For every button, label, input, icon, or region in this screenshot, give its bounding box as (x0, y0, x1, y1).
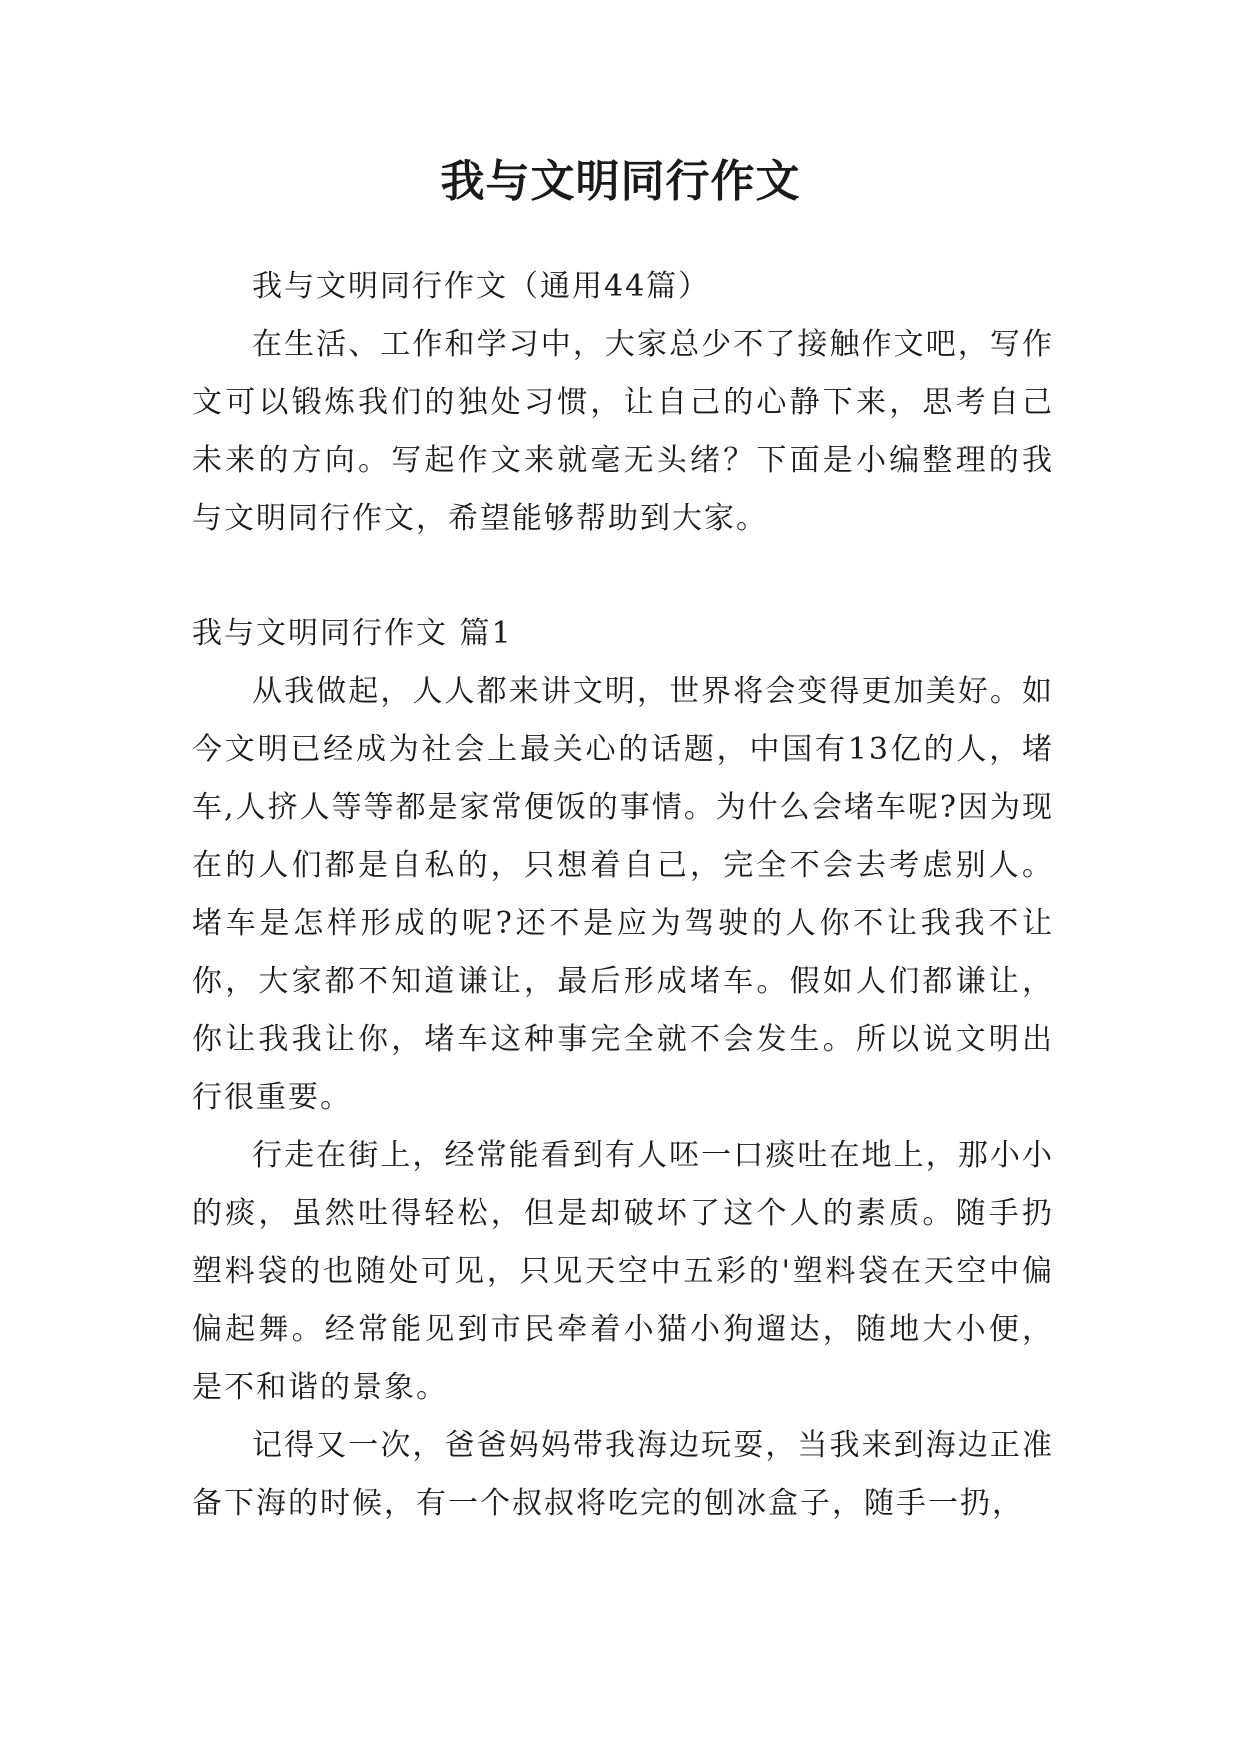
document-body (192, 258, 1054, 1533)
intro-paragraph: 在生活、工作和学习中，大家总少不了接触作文吧，写作文可以锻炼我们的独处习惯，让自己的心静下来，思考自己未来的方向。写起作文来就毫无头绪？下面是小编整理的我与文明同行作文，希望能够帮助到大家。 (192, 327, 1054, 536)
section-heading: 我与文明同行作文 篇1 (192, 616, 513, 651)
document-subtitle: 我与文明同行作文（通用44篇） (252, 269, 711, 304)
body-paragraph: 记得又一次，爸爸妈妈带我海边玩耍，当我来到海边正准备下海的时候，有一个叔叔将吃完的刨冰盒子，随手一扔， (192, 1428, 1054, 1521)
body-paragraph: 从我做起，人人都来讲文明，世界将会变得更加美好。如今文明已经成为社会上最关心的话题，中国有13亿的人，堵车,人挤人等等都是家常便饭的事情。为什么会堵车呢?因为现在的人们都是自私的，只想着自己，完全不会去考虑别人。堵车是怎样形成的呢?还不是应为驾驶的人你不让我我不让你，大家都不知道谦让，最后形成堵车。假如人们都谦让，你让我我让你，堵车这种事完全就不会发生。所以说文明出行很重要。 (192, 674, 1054, 1115)
document-title: 我与文明同行作文 (440, 156, 801, 207)
body-paragraph: 行走在街上，经常能看到有人呸一口痰吐在地上，那小小的痰，虽然吐得轻松，但是却破坏了这个人的素质。随手扔塑料袋的也随处可见，只见天空中五彩的'塑料袋在天空中偏偏起舞。经常能见到市民牵着小猫小狗遛达，随地大小便，是不和谐的景象。 (192, 1138, 1054, 1405)
